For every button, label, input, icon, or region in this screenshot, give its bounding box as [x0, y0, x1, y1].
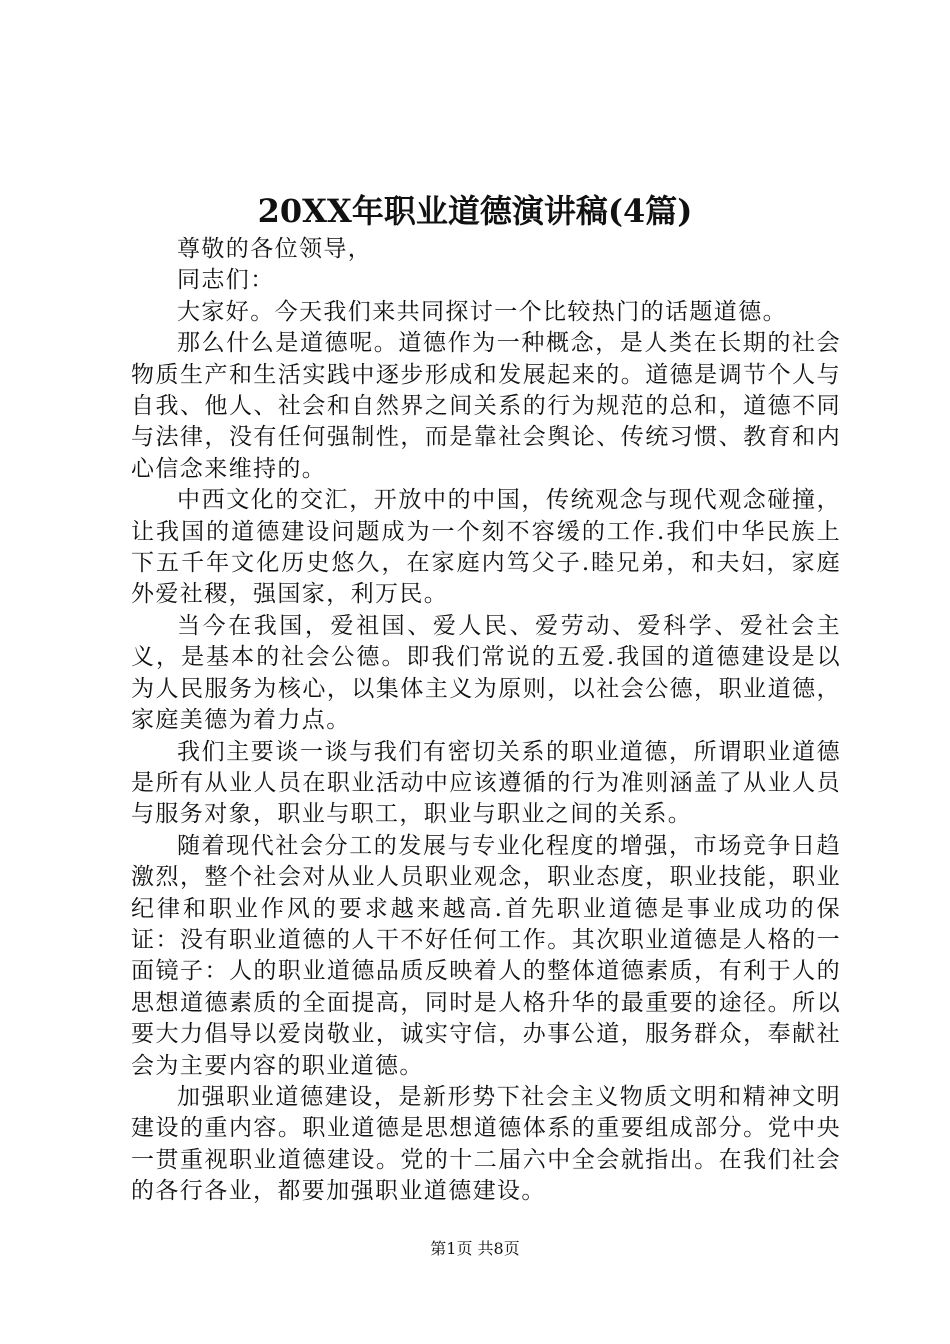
paragraph-salutation: 尊敬的各位领导，: [177, 236, 373, 262]
document-title: 20XX年职业道德演讲稿(4篇): [257, 192, 693, 230]
paragraph: 中西文化的交汇，开放中的中国，传统观念与现代观念碰撞，让我国的道德建设问题成为一个刻不容缓的工作.我们中华民族上下五千年文化历史悠久，在家庭内笃父子.睦兄弟，和夫妇，家庭外爱社稷，强国家，利万民。: [131, 487, 841, 608]
paragraph: 加强职业道德建设，是新形势下社会主义物质文明和精神文明建设的重内容。职业道德是思想道德体系的重要组成部分。党中央一贯重视职业道德建设。党的十二届六中全会就指出。在我们社会的各行各业，都要加强职业道德建设。: [131, 1083, 841, 1205]
paragraph: 我们主要谈一谈与我们有密切关系的职业道德，所谓职业道德是所有从业人员在职业活动中应该遵循的行为准则涵盖了从业人员与服务对象，职业与职工，职业与职业之间的关系。: [131, 738, 841, 828]
paragraph: 当今在我国，爱祖国、爱人民、爱劳动、爱科学、爱社会主义，是基本的社会公德。即我们常说的五爱.我国的道德建设是以为人民服务为核心，以集体主义为原则，以社会公德，职业道德，家庭美德为着力点。: [131, 612, 841, 734]
paragraph: 随着现代社会分工的发展与专业化程度的增强，市场竞争日趋激烈，整个社会对从业人员职业观念，职业态度，职业技能，职业纪律和职业作风的要求越来越高.首先职业道德是事业成功的保证：没有职业道德的人干不好任何工作。其次职业道德是人格的一面镜子：人的职业道德品质反映着人的整体道德素质，有利于人的思想道德素质的全面提高，同时是人格升华的最重要的途径。所以要大力倡导以爱岗敬业，诚实守信，办事公道，服务群众，奉献社会为主要内容的职业道德。: [131, 832, 841, 1079]
paragraph: 那么什么是道德呢。道德作为一种概念，是人类在长期的社会物质生产和生活实践中逐步形成和发展起来的。道德是调节个人与自我、他人、社会和自然界之间关系的行为规范的总和，道德不同与法律，没有任何强制性，而是靠社会舆论、传统习惯、教育和内心信念来维持的。: [131, 330, 841, 482]
paragraph-intro: 大家好。今天我们来共同探讨一个比较热门的话题道德。: [177, 298, 787, 325]
paragraph-greeting: 同志们：: [177, 267, 275, 294]
page-number-footer: 第1页 共8页: [430, 1239, 520, 1258]
document-body: [131, 234, 841, 1208]
